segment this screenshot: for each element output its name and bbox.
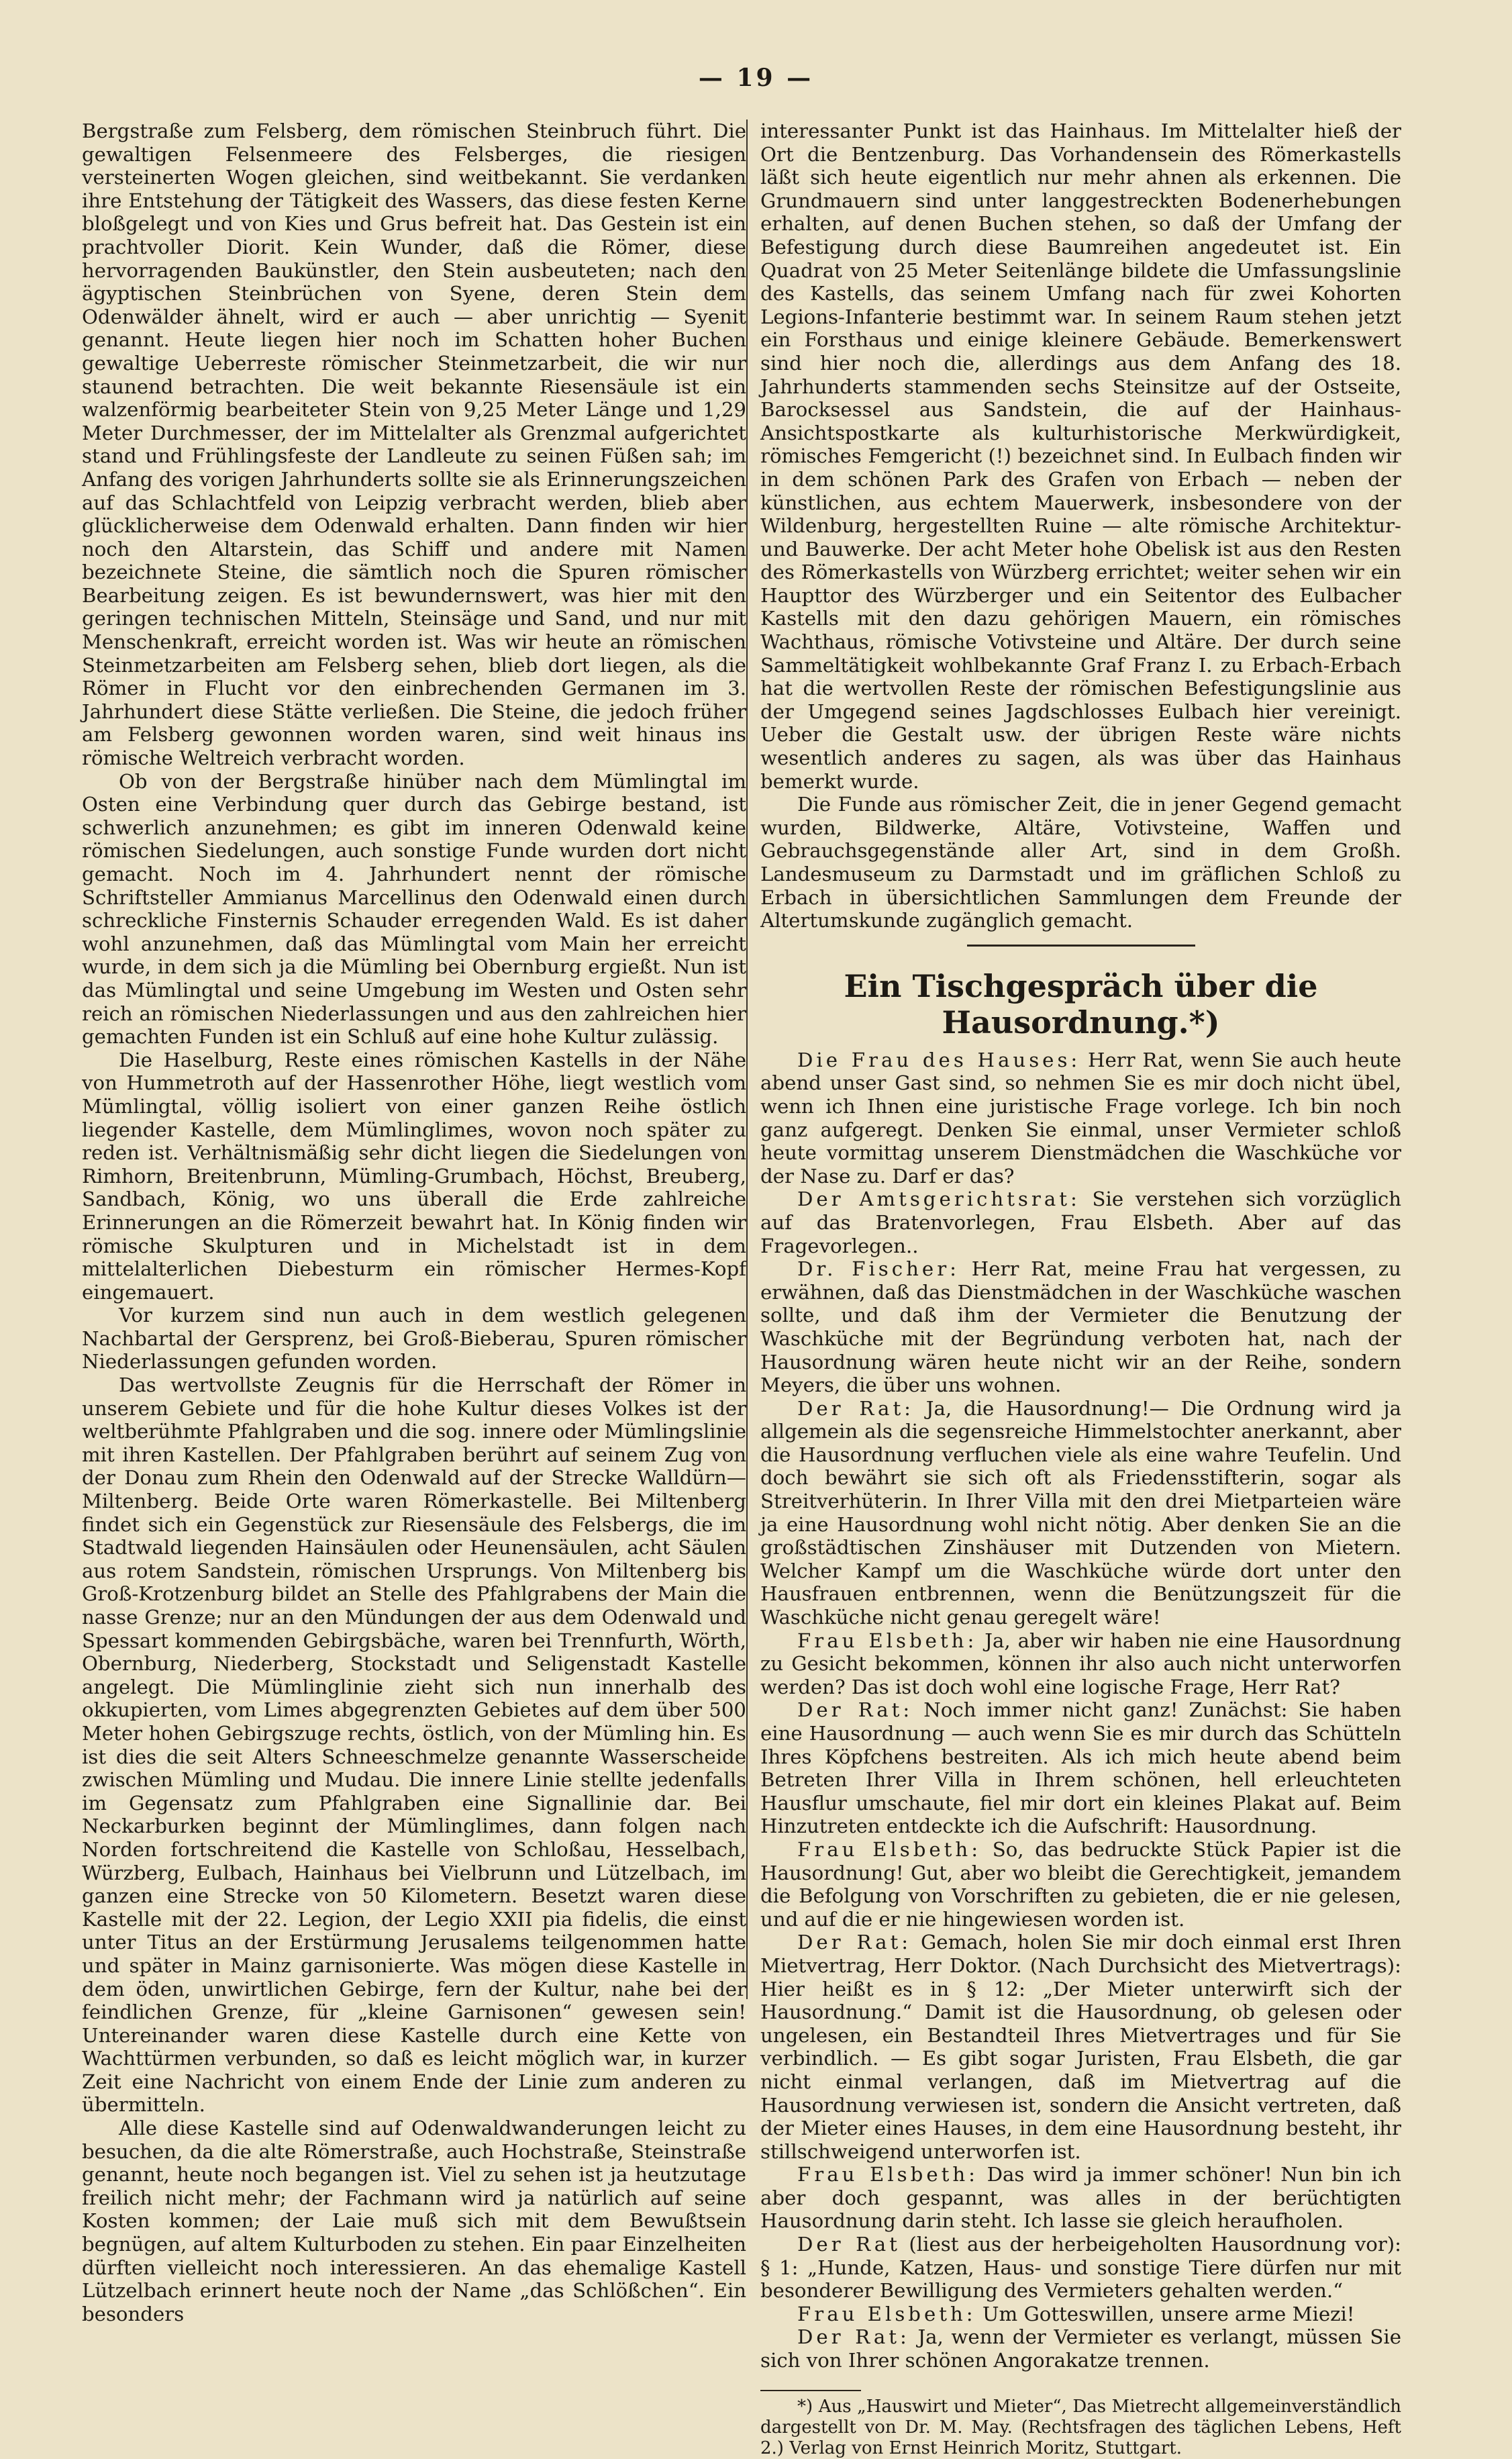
paragraph: Die Funde aus römischer Zeit, die in jener Gegend gemacht wurden, Bildwerke, Altäre, Votivsteine, Waffen und Gebrauchsgegenstände aller Art, sind in dem Großh. Landesmuseum zu Darmstadt und im gräflichen Schloß zu Erbach in übersichtlichen Sammlungen dem Freunde der Altertumskunde zugänglich gemacht. — [760, 793, 1401, 932]
speaker: Der Amtsgerichtsrat: — [797, 1188, 1080, 1211]
dialogue-text: Herr Rat, wenn Sie auch heute abend unser Gast sind, so nehmen Sie es mir doch nicht übel, wenn ich Ihnen eine juristische Frage vorlege. Ich bin noch ganz aufgeregt. Denken Sie einmal, unser Vermieter schloß heute vormittag unserem Dienstmädchen die Waschküche vor der Nase zu. Darf er das? — [760, 1048, 1401, 1188]
paragraph: Alle diese Kastelle sind auf Odenwaldwanderungen leicht zu besuchen, da die alte Römerstraße, auch Hochstraße, Steinstraße genannt, heute noch begangen ist. Viel zu sehen ist ja heutzutage freilich nicht mehr; der Fachmann wird ja natürlich auf seine Kosten kommen; der Laie muß sich mit dem Bewußtsein begnügen, auf altem Kulturboden zu stehen. Ein paar Einzelheiten dürften vielleicht noch interessieren. An das ehemalige Kastell Lützelbach erinnert heute noch der Name „das Schlößchen“. Ein besonders — [82, 2117, 746, 2325]
dialogue-text: Herr Rat, meine Frau hat vergessen, zu erwähnen, daß das Dienstmädchen in der Waschküche waschen sollte, und daß ihm der Vermieter die Benutzung der Waschküche mit der Begründung verboten hat, nach der Hausordnung wären heute nicht wir an der Reihe, sondern Meyers, die über uns wohnen. — [760, 1257, 1401, 1397]
paragraph: Vor kurzem sind nun auch in dem westlich gelegenen Nachbartal der Gersprenz, bei Groß-Bieberau, Spuren römischer Niederlassungen gefunden worden. — [82, 1304, 746, 1373]
dialogue-text: Ja, wenn der Vermieter es verlangt, müssen Sie sich von Ihrer schönen Angorakatze trennen. — [760, 2325, 1401, 2372]
column-divider — [746, 119, 748, 1999]
paragraph: Bergstraße zum Felsberg, dem römischen Steinbruch führt. Die gewaltigen Felsenmeere des Felsberges, die riesigen versteinerten Wogen gleichen, sind weitbekannt. Sie verdanken ihre Entstehung der Tätigkeit des Wassers, das diese festen Kerne bloßgelegt und von Kies und Grus befreit hat. Das Gestein ist ein prachtvoller Diorit. Kein Wunder, daß die Römer, diese hervorragenden Baukünstler, den Stein ausbeuteten; nach den ägyptischen Steinbrüchen von Syene, deren Stein dem Odenwälder ähnelt, wird er auch — aber unrichtig — Syenit genannt. Heute liegen hier noch im Schatten hoher Buchen gewaltige Ueberreste römischer Steinmetzarbeit, die wir nur staunend betrachten. Die weit bekannte Riesensäule ist ein walzenförmig bearbeiteter Stein von 9,25 Meter Länge und 1,29 Meter Durchmesser, der im Mittelalter als Grenzmal aufgerichtet stand und Frühlingsfeste der Landleute zu seinen Füßen sah; im Anfang des vorigen Jahrhunderts sollte sie als Erinnerungszeichen auf das Schlachtfeld von Leipzig verbracht werden, blieb aber glücklicherweise dem Odenwald erhalten. Dann finden wir hier noch den Altarstein, das Schiff und andere mit Namen bezeichnete Steine, die sämtlich noch die Spuren römischer Bearbeitung zeigen. Es ist bewundernswert, was hier mit den geringen technischen Mitteln, Steinsäge und Sand, und nur mit Menschenkraft, erreicht worden ist. Was wir heute an römischen Steinmetzarbeiten am Felsberg sehen, blieb dort liegen, als die Römer in Flucht vor den einbrechenden Germanen im 3. Jahrhundert diese Stätte verließen. Die Steine, die jedoch früher am Felsberg gewonnen worden waren, sind weit hinaus ins römische Weltreich verbracht worden. — [82, 119, 746, 770]
dialogue-line — [760, 1397, 1401, 1629]
speaker: Die Frau des Hauses: — [797, 1048, 1081, 1071]
speaker: Frau Elsbeth: — [797, 2302, 976, 2325]
dialogue-line — [760, 1698, 1401, 1838]
speaker: Der Rat: — [797, 1931, 912, 1954]
speaker: Der Rat: — [797, 1698, 913, 1722]
dialogue-line — [760, 1838, 1401, 1931]
paragraph: Die Haselburg, Reste eines römischen Kastells in der Nähe von Hummetroth auf der Hassenrother Höhe, liegt westlich vom Mümlingtal, völlig isoliert von einer ganzen Reihe östlich liegender Kastelle, dem Mümlinglimes, wovon noch später zu reden ist. Verhältnismäßig sehr dicht liegen die Siedelungen von Rimhorn, Breitenbrunn, Mümling-Grumbach, Höchst, Breuberg, Sandbach, König, wo uns überall die Erde zahlreiche Erinnerungen an die Römerzeit bewahrt hat. In König finden wir römische Skulpturen und in Michelstadt ist in dem mittelalterlichen Diebesturm ein römischer Hermes-Kopf eingemauert. — [82, 1048, 746, 1304]
dialogue-text: Ja, die Hausordnung!— Die Ordnung wird ja allgemein als die segensreiche Himmelstochter anerkannt, aber die Hausordnung verfluchen viele als eine wahre Teufelin. Und doch bewährt sie sich oft als Friedensstifterin, sogar als Streitverhüterin. In Ihrer Villa mit den drei Mietparteien wäre ja eine Hausordnung wohl nicht nötig. Aber denken Sie an die großstädtischen Zinshäuser mit Dutzenden von Mietern. Welcher Kampf um die Waschküche würde dort unter den Hausfrauen entbrennen, wenn die Benützungszeit für die Waschküche nicht genau geregelt wäre! — [760, 1396, 1401, 1629]
dialogue-text: (liest aus der herbeigeholten Hausordnung vor): § 1: „Hunde, Katzen, Haus- und sonstige Tiere dürfen nur mit besonderer Bewilligung des Vermieters gehalten werden.“ — [760, 2233, 1401, 2303]
dialogue-line — [760, 1931, 1401, 2163]
article-title: Ein Tischgespräch über die Hausordnung.*) — [844, 967, 1318, 1041]
dialogue-text: Um Gotteswillen, unsere arme Miezi! — [976, 2302, 1355, 2325]
dialogue-line — [760, 1049, 1401, 1188]
speaker: Der Rat: — [797, 2325, 910, 2349]
dialogue-text: Gemach, holen Sie mir doch einmal erst Ihren Mietvertrag, Herr Doktor. (Nach Durchsicht des Mietvertrags): Hier heißt es in § 12: „Der Mieter unterwirft sich der Hausordnung.“ Damit ist die Hausordnung, ob gelesen oder ungelesen, ein Bestandteil Ihres Mietvertrages und für Sie verbindlich. — Es gibt sogar Juristen, Frau Elsbeth, die gar nicht einmal verlangen, daß im Mietvertrag auf die Hausordnung verwiesen ist, sondern die Ansicht vertreten, daß der Mieter eines Hauses, in dem eine Hausordnung besteht, ihr stillschweigend unterworfen ist. — [760, 1931, 1401, 2163]
dialogue — [760, 1049, 1401, 2372]
speaker: Frau Elsbeth: — [797, 1837, 982, 1861]
page-number: — 19 — — [698, 64, 814, 92]
paragraph: interessanter Punkt ist das Hainhaus. Im Mittelalter hieß der Ort die Bentzenburg. Das Vorhandensein des Römerkastells läßt sich heute eigentlich nur mehr ahnen als erkennen. Die Grundmauern sind unter langgestreckten Bodenerhebungen erhalten, auf denen Buchen stehen, so daß der Umfang der Befestigung durch diese Baumreihen angedeutet ist. Ein Quadrat von 25 Meter Seitenlänge bildete die Umfassungslinie des Kastells, das seinem Umfang nach für zwei Kohorten Legions-Infanterie bestimmt war. In seinem Raum stehen jetzt ein Forsthaus und einige kleinere Gebäude. Bemerkenswert sind hier noch die, allerdings aus dem Anfang des 18. Jahrhunderts stammenden sechs Steinsitze auf der Ostseite, Barocksessel aus Sandstein, die auf der Hainhaus-Ansichtspostkarte als kulturhistorische Merkwürdigkeit, römisches Femgericht (!) bezeichnet sind. In Eulbach finden wir in dem schönen Park des Grafen von Erbach — neben der künstlichen, aus echtem Mauerwerk, insbesondere von der Wildenburg, hergestellten Ruine — alte römische Architektur- und Bauwerke. Der acht Meter hohe Obelisk ist aus den Resten des Römerkastells von Würzberg errichtet; weiter sehen wir ein Haupttor des Würzberger und ein Seitentor des Eulbacher Kastells mit den dazu gehörigen Mauern, ein römisches Wachthaus, römische Votivsteine und Altäre. Der durch seine Sammeltätigkeit wohlbekannte Graf Franz I. zu Erbach-Erbach hat die wertvollen Reste der römischen Befestigungslinie aus der Umgegend seines Jagdschlosses Eulbach hier vereinigt. Ueber die Gestalt usw. der übrigen Reste wäre nichts wesentlich anderes zu sagen, als was über das Hainhaus bemerkt wurde. — [760, 119, 1401, 793]
speaker: Frau Elsbeth: — [797, 2163, 978, 2186]
footnote-rule — [760, 2390, 861, 2391]
speaker: Dr. Fischer: — [797, 1257, 960, 1281]
dialogue-line — [760, 1629, 1401, 1699]
paragraph: Ob von der Bergstraße hinüber nach dem Mümlingtal im Osten eine Verbindung quer durch das Gebirge bestand, ist schwerlich anzunehmen; es gibt im inneren Odenwald keine römischen Siedelungen, auch sonstige Funde wurden dort nicht gemacht. Noch im 4. Jahrhundert nennt der römische Schriftsteller Ammianus Marcellinus den Odenwald einen durch schreckliche Finsternis Schauder erregenden Wald. Es ist daher wohl anzunehmen, daß das Mümlingtal vom Main her erreicht wurde, in dem sich ja die Mümling bei Obernburg ergießt. Nun ist das Mümlingtal und seine Umgebung im Westen und Osten sehr reich an römischen Niederlassungen und aus den zahlreichen hier gemachten Funden ist ein Schluß auf eine hohe Kultur zulässig. — [82, 769, 746, 1049]
dialogue-text: So, das bedruckte Stück Papier ist die Hausordnung! Gut, aber wo bleibt die Gerechtigkeit, jemandem die Befolgung von Vorschriften zu gebieten, die er nie gelesen, und auf die er nie hingewiesen worden ist. — [760, 1837, 1401, 1931]
dialogue-line — [760, 1257, 1401, 1397]
dialogue-line — [760, 2325, 1401, 2372]
paragraph: Das wertvollste Zeugnis für die Herrschaft der Römer in unserem Gebiete und für die hohe Kultur dieses Volkes ist der weltberühmte Pfahlgraben und die sog. innere oder Mümlingslinie mit ihren Kastellen. Der Pfahlgraben berührt auf seinem Zug von der Donau zum Rhein den Odenwald auf der Strecke Walldürn—Miltenberg. Beide Orte waren Römerkastelle. Bei Miltenberg findet sich ein Gegenstück zur Riesensäule des Felsbergs, die im Stadtwald liegenden Hainsäulen oder Heunensäulen, acht Säulen aus rotem Sandstein, römischen Ursprungs. Von Miltenberg bis Groß-Krotzenburg bildet an Stelle des Pfahlgrabens der Main die nasse Grenze; nur an den Mündungen der aus dem Odenwald und Spessart kommenden Gebirgsbäche, waren bei Trennfurth, Wörth, Obernburg, Niederberg, Stockstadt und Seligenstadt Kastelle angelegt. Die Mümlinglinie zieht sich nun innerhalb des okkupierten, vom Limes abgegrenzten Gebietes auf dem über 500 Meter hohen Gebirgszuge rechts, östlich, von der Mümling hin. Es ist dies die seit Alters Schneeschmelze genannte Wasserscheide zwischen Mümling und Mudau. Die innere Linie stellte jedenfalls im Gegensatz zum Pfahlgraben eine Signallinie dar. Bei Neckarburken beginnt der Mümlinglimes, dann folgen nach Norden fortschreitend die Kastelle von Schloßau, Hesselbach, Würzberg, Eulbach, Hainhaus bei Vielbrunn und Lützelbach, im ganzen eine Strecke von 50 Kilometern. Besetzt waren diese Kastelle mit der 22. Legion, der Legio XXII pia fidelis, die einst unter Titus an der Erstürmung Jerusalems teilgenommen hatte und später in Mainz garnisonierte. Was mögen diese Kastelle in dem öden, unwirtlichen Gebirge, fern der Kultur, nahe bei der feindlichen Grenze, für „kleine Garnisonen“ gewesen sein! Untereinander waren diese Kastelle durch eine Kette von Wachttürmen verbunden, so daß es leicht möglich war, in kurzer Zeit eine Nachricht von einem Ende der Linie zum anderen zu übermitteln. — [82, 1373, 746, 2117]
dialogue-text: Ja, aber wir haben nie eine Hausordnung zu Gesicht bekommen, können ihr also auch nicht unterworfen werden? Das ist doch wohl eine logische Frage, Herr Rat? — [760, 1629, 1401, 1698]
dialogue-line — [760, 1188, 1401, 1257]
section-divider — [967, 945, 1195, 947]
dialogue-text: Sie verstehen sich vorzüglich auf das Bratenvorlegen, Frau Elsbeth. Aber auf das Fragevorlegen.. — [760, 1188, 1401, 1257]
right-column — [760, 119, 1401, 2459]
speaker: Frau Elsbeth: — [797, 1629, 978, 1652]
left-column — [82, 119, 746, 2325]
dialogue-text: Das wird ja immer schöner! Nun bin ich aber doch gespannt, was alles in der berüchtigten Hausordnung darin steht. Ich lasse sie gleich heraufholen. — [760, 2163, 1401, 2233]
footnote: *) Aus „Hauswirt und Mieter“, Das Mietrecht allgemeinverständlich dargestellt von Dr. M. May. (Rechtsfragen des täglichen Lebens, Heft 2.) Verlag von Ernst Heinrich Moritz, Stuttgart. — [760, 2396, 1401, 2458]
dialogue-line — [760, 2233, 1401, 2303]
dialogue-line — [760, 2163, 1401, 2233]
dialogue-line — [760, 2303, 1401, 2326]
speaker: Der Rat: — [797, 1396, 915, 1420]
dialogue-text: Noch immer nicht ganz! Zunächst: Sie haben eine Hausordnung — auch wenn Sie es mir durch das Schütteln Ihres Köpfchens bestreiten. Als ich mich heute abend beim Betreten Ihrer Villa in Ihrem schönen, hell erleuchteten Hausflur umschaute, fiel mir dort ein kleines Plakat auf. Beim Hinzutreten entdeckte ich die Aufschrift: Hausordnung. — [760, 1698, 1401, 1838]
speaker: Der Rat — [797, 2233, 901, 2256]
